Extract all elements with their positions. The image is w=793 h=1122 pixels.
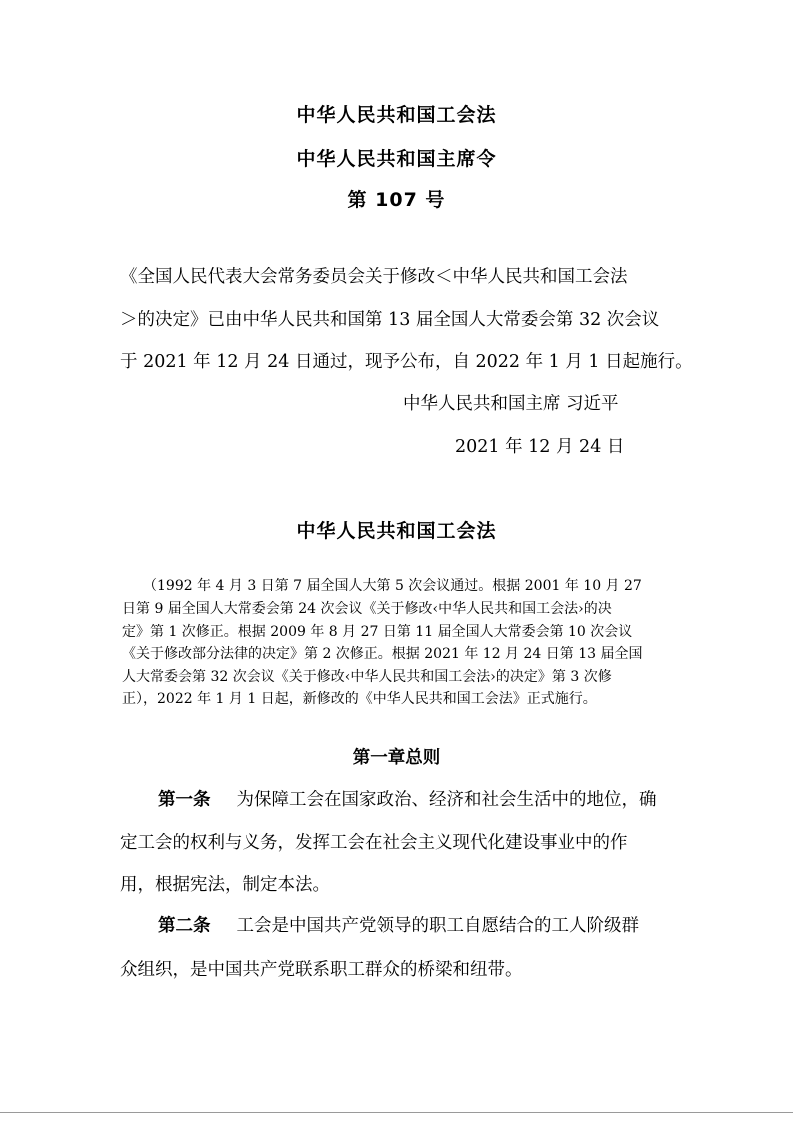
article-1-line: 定工会的权利与义务，发挥工会在社会主义现代化建设事业中的作 — [120, 833, 628, 853]
history-line: 定》第 1 次修正。根据 2009 年 8 月 27 日第 11 届全国人大常委会第 10 次会议 — [122, 624, 633, 640]
law-main-title: 中华人民共和国工会法 — [296, 520, 497, 542]
history-line: 日第 9 届全国人大常委会第 24 次会议《关于修改‹中华人民共和国工会法›的决 — [122, 601, 612, 617]
chapter-title: 第一章总则 — [352, 748, 441, 768]
history-line: （1992 年 4 月 3 日第 7 届全国人大第 5 次会议通过。根据 2001 年 10 月 27 — [143, 578, 642, 594]
article-1-text: 为保障工会在国家政治、经济和社会生活中的地位，确 — [236, 790, 657, 810]
order-number-heading: 第 107 号 — [347, 189, 446, 211]
decree-signatory: 中华人民共和国主席 习近平 — [403, 394, 619, 414]
article-2-line: 众组织，是中国共产党联系职工群众的桥梁和纽带。 — [120, 960, 523, 980]
order-title-heading: 中华人民共和国主席令 — [296, 148, 497, 170]
article-1-label: 第一条 — [158, 790, 211, 810]
article-1-first-line — [158, 786, 657, 811]
history-line: 正），2022 年 1 月 1 日起，新修改的《中华人民共和国工会法》正式施行。 — [122, 691, 597, 707]
history-line: 《关于修改部分法律的决定》第 2 次修正。根据 2021 年 12 月 24 日第 13 届全国 — [122, 646, 643, 662]
history-line: 人大常委会第 32 次会议《关于修改‹中华人民共和国工会法›的决定》第 3 次修 — [122, 669, 612, 685]
article-2-first-line — [158, 912, 639, 937]
article-1-line: 用，根据宪法，制定本法。 — [120, 875, 330, 895]
article-2-text: 工会是中国共产党领导的职工自愿结合的工人阶级群 — [236, 916, 639, 936]
decree-line: 《全国人民代表大会常务委员会关于修改＜中华人民共和国工会法 — [120, 267, 628, 287]
article-2-label: 第二条 — [158, 916, 211, 936]
decree-line: ＞的决定》已由中华人民共和国第 13 届全国人大常委会第 32 次会议 — [120, 310, 660, 330]
decree-line: 于 2021 年 12 月 24 日通过，现予公布，自 2022 年 1 月 1 日起施行。 — [120, 352, 693, 372]
law-title-heading: 中华人民共和国工会法 — [296, 104, 497, 126]
decree-date: 2021 年 12 月 24 日 — [455, 437, 625, 457]
page-bottom-rule — [0, 1112, 793, 1113]
